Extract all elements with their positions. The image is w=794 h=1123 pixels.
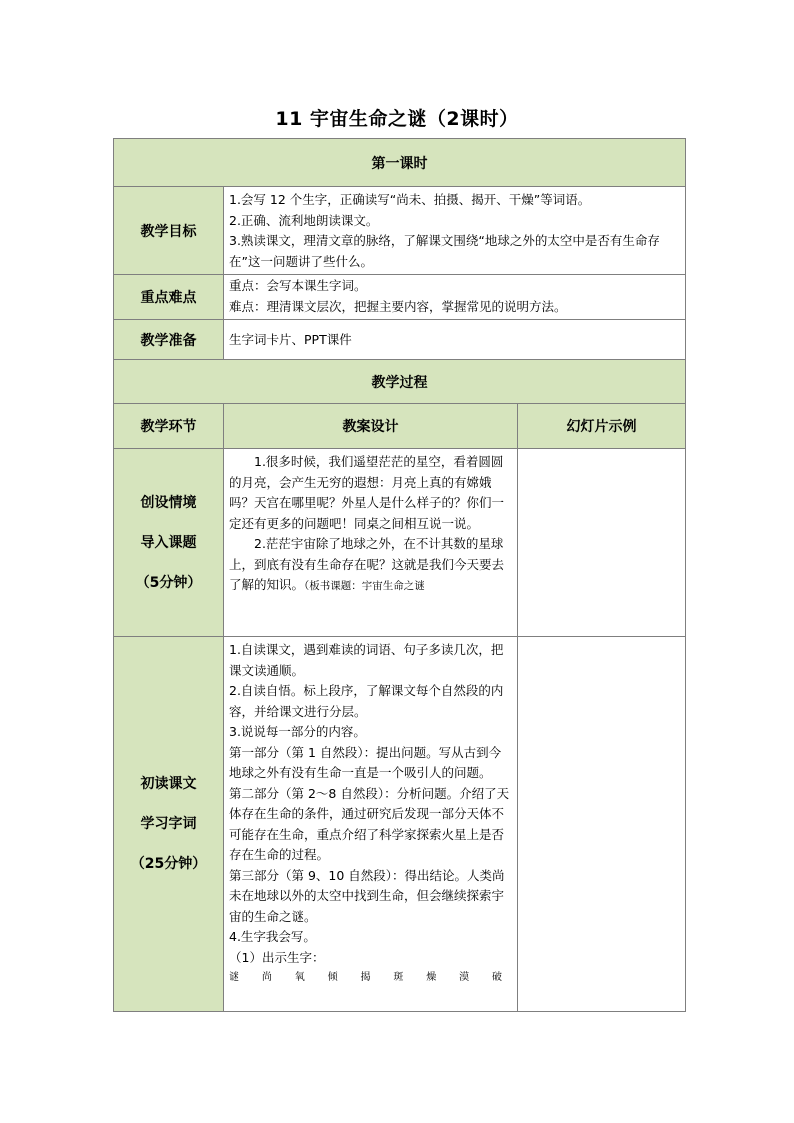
objectives-content xyxy=(224,187,686,275)
column-header: 幻灯片示例 xyxy=(518,404,686,449)
section-label-line: 导入课题 xyxy=(140,534,197,551)
objective-item: 2.正确、流利地朗读课文。 xyxy=(229,212,379,228)
lesson-plan-table xyxy=(113,138,686,1012)
new-character: 斑 xyxy=(393,972,406,983)
section-paragraph: 4.生字我会写。 xyxy=(229,929,316,944)
new-character: 尚 xyxy=(261,972,274,983)
key-point-item: 重点：会写本课生字词。 xyxy=(229,278,367,293)
preparation-content: 生字词卡片、PPT课件 xyxy=(224,320,686,360)
key-point-item: 难点：理清课文层次，把握主要内容，掌握常见的说明方法。 xyxy=(229,298,567,314)
preparation-label: 教学准备 xyxy=(114,320,224,360)
lesson-header: 第一课时 xyxy=(114,139,686,187)
objective-item: 3.熟读课文，理清文章的脉络，了解课文围绕“地球之外的太空中是否有生命存在”这一问题讲了些什么。 xyxy=(229,233,660,269)
section-label-line: 初读课文 xyxy=(140,776,197,792)
key-points-label: 重点难点 xyxy=(114,275,224,320)
section-paragraph-text: 2.茫茫宇宙除了地球之外，在不计其数的星球上，到底有没有生命存在呢？这就是我们今天要去了解的知识。 xyxy=(229,536,505,592)
new-character: 漠 xyxy=(459,972,472,983)
new-character: 倾 xyxy=(327,972,340,983)
objectives-label: 教学目标 xyxy=(114,187,224,275)
section-label-line: （25分钟） xyxy=(130,856,207,872)
section-label-line: （5分钟） xyxy=(135,574,202,591)
new-character: 谜 xyxy=(229,972,241,983)
new-character: 燥 xyxy=(426,972,439,983)
board-note: （板书课题：宇宙生命之谜 xyxy=(304,580,425,592)
column-header: 教学环节 xyxy=(114,404,224,449)
column-header: 教案设计 xyxy=(224,404,518,449)
new-characters-row xyxy=(229,968,512,989)
key-points-content xyxy=(224,275,686,320)
slide-example-cell xyxy=(518,637,686,1012)
objective-item: 1.会写 12 个生字，正确读写“尚未、拍摄、揭开、干燥”等词语。 xyxy=(229,192,591,207)
section1-label xyxy=(114,449,224,637)
new-character: 破 xyxy=(492,972,504,983)
section2-content xyxy=(224,637,518,1012)
section-paragraph: 第一部分（第 1 自然段）：提出问题。写从古到今地球之外有没有生命一直是一个吸引人的问题。 xyxy=(229,744,502,780)
process-header: 教学过程 xyxy=(114,360,686,404)
section-paragraph xyxy=(229,534,512,597)
page-title: 11 宇宙生命之谜（2课时） xyxy=(275,108,519,130)
section-paragraph: 3.说说每一部分的内容。 xyxy=(229,724,366,739)
new-character: 氧 xyxy=(294,972,307,983)
section-paragraph: 1.自读课文，遇到难读的词语、句子多读几次，把课文读通顺。 xyxy=(229,642,504,678)
section-paragraph: 第三部分（第 9、10 自然段）：得出结论。人类尚未在地球以外的太空中找到生命，但会继续探索宇宙的生命之谜。 xyxy=(229,867,505,924)
section-paragraph: 1.很多时候，我们遥望茫茫的星空，看着圆圆的月亮，会产生无穷的遐想：月亮上真的有嫦娥吗？天宫在哪里呢？外星人是什么样子的？你们一定还有更多的问题吧！同桌之间相互说一说。 xyxy=(229,454,505,531)
slide-example-cell xyxy=(518,449,686,637)
section1-content xyxy=(224,449,518,637)
section-paragraph: （1）出示生字： xyxy=(229,949,325,965)
section2-label xyxy=(114,637,224,1012)
section-paragraph: 第二部分（第 2～8 自然段）：分析问题。介绍了天体存在生命的条件，通过研究后发现一部分天体不可能存在生命，重点介绍了科学家探索火星上是否存在生命的过程。 xyxy=(229,785,510,862)
new-character: 揭 xyxy=(360,972,373,983)
section-label-line: 学习字词 xyxy=(140,816,197,832)
section-paragraph: 2.自读自悟。标上段序，了解课文每个自然段的内容，并给课文进行分层。 xyxy=(229,683,504,719)
section-label-line: 创设情境 xyxy=(140,494,197,511)
